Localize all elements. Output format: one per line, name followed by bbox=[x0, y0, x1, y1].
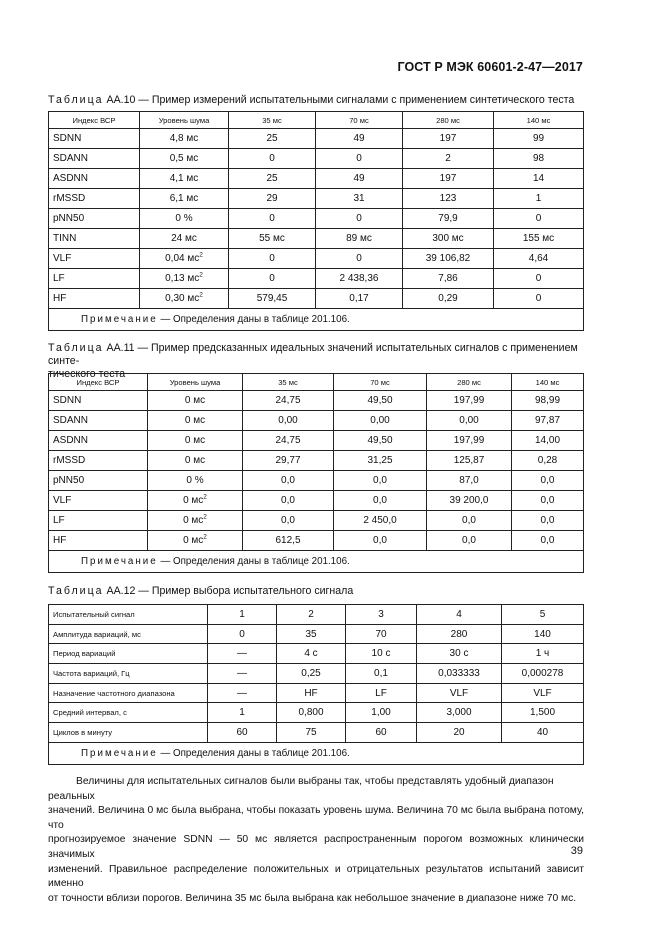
table-caption-aa10: Таблица АА.10 — Пример измерений испытательными сигналами с применением синтетического теста bbox=[48, 94, 575, 106]
table-cell: 24,75 bbox=[243, 431, 334, 451]
table-cell: 0,0 bbox=[334, 491, 427, 511]
table-cell: Циклов в минуту bbox=[49, 723, 208, 743]
table-cell: 140 bbox=[502, 624, 584, 644]
table-cell: 24,75 bbox=[243, 391, 334, 411]
table-cell: 14 bbox=[494, 169, 584, 189]
table-cell: 140 мс bbox=[512, 374, 584, 391]
table-cell: 0,00 bbox=[334, 411, 427, 431]
standard-designation: ГОСТ Р МЭК 60601-2-47—2017 bbox=[397, 60, 583, 74]
table-cell: 0,0 bbox=[427, 511, 512, 531]
table-row bbox=[49, 683, 584, 703]
table-cell: 29,77 bbox=[243, 451, 334, 471]
table-cell: — bbox=[208, 683, 277, 703]
table-row bbox=[49, 391, 584, 411]
table-row bbox=[49, 149, 584, 169]
table-cell: 70 мс bbox=[316, 112, 403, 129]
table-cell: 123 bbox=[403, 189, 494, 209]
table-cell: rMSSD bbox=[49, 189, 140, 209]
table-aa10 bbox=[48, 111, 584, 331]
table-cell: LF bbox=[346, 683, 417, 703]
table-row bbox=[49, 129, 584, 149]
table-cell: Испытательный сигнал bbox=[49, 605, 208, 625]
table-cell: SDNN bbox=[49, 129, 140, 149]
table-row bbox=[49, 703, 584, 723]
table-cell: Частота вариаций, Гц bbox=[49, 664, 208, 684]
table-cell: 0 bbox=[229, 149, 316, 169]
table-cell: 0,0 bbox=[512, 471, 584, 491]
table-cell: HF bbox=[49, 531, 148, 551]
table-cell: 0,30 $мс^2$ bbox=[140, 289, 229, 309]
table-cell: 99 bbox=[494, 129, 584, 149]
table-cell: 0,25 bbox=[277, 664, 346, 684]
table-cell: 40 bbox=[502, 723, 584, 743]
table-cell: LF bbox=[49, 511, 148, 531]
table-cell: 14,00 bbox=[512, 431, 584, 451]
table-cell: 0,29 bbox=[403, 289, 494, 309]
table-cell: 35 мс bbox=[243, 374, 334, 391]
table-cell: 0,28 bbox=[512, 451, 584, 471]
table-cell: 4,64 bbox=[494, 249, 584, 269]
table-cell: 30 с bbox=[417, 644, 502, 664]
table-cell: 0 мс bbox=[148, 451, 243, 471]
table-cell: 70 мс bbox=[334, 374, 427, 391]
table-cell: Период вариаций bbox=[49, 644, 208, 664]
table-cell: Амплитуда вариаций, мс bbox=[49, 624, 208, 644]
table-cell: 60 bbox=[346, 723, 417, 743]
table-row bbox=[49, 531, 584, 551]
table-cell: 0 $мс^2$ bbox=[148, 491, 243, 511]
table-cell: 0,0 bbox=[243, 511, 334, 531]
table-cell: 0 bbox=[494, 269, 584, 289]
table-cell: 75 bbox=[277, 723, 346, 743]
table-cell: 0 bbox=[208, 624, 277, 644]
table-cell: VLF bbox=[502, 683, 584, 703]
table-cell: 0 мс bbox=[148, 411, 243, 431]
table-cell: 1,00 bbox=[346, 703, 417, 723]
table-cell: 1 bbox=[208, 605, 277, 625]
table-cell: SDANN bbox=[49, 411, 148, 431]
table-row bbox=[49, 511, 584, 531]
table-row bbox=[49, 491, 584, 511]
table-cell: 0 bbox=[316, 149, 403, 169]
table-row bbox=[49, 431, 584, 451]
table-cell: 31,25 bbox=[334, 451, 427, 471]
table-cell: 4 bbox=[417, 605, 502, 625]
table-cell: 0 bbox=[316, 209, 403, 229]
table-cell: 2 bbox=[403, 149, 494, 169]
table-cell: pNN50 bbox=[49, 209, 140, 229]
body-paragraph: Величины для испытательных сигналов были выбраны так, чтобы представлять удобный диапазон реальных значений. Величина 0 мс была выбрана, чтобы показать уровень шума. Величина 70 мс была выбрана потому, что прогнозируемое значение SDNN — 50 мс является распространенным порогом возможных клинически значимых изменений. Правильное распределение положительных и отрицательных результатов испытаний зависит именно от точности вблизи порогов. Величина 35 мс была выбрана как небольшое значение в диапазоне ниже 70 мс. bbox=[48, 776, 584, 904]
table-row bbox=[49, 229, 584, 249]
table-cell: 0,0 bbox=[427, 531, 512, 551]
table-cell: 49,50 bbox=[334, 431, 427, 451]
table-cell: 0,13 $мс^2$ bbox=[140, 269, 229, 289]
table-cell: 0,1 bbox=[346, 664, 417, 684]
table-cell: 579,45 bbox=[229, 289, 316, 309]
table-cell: 35 мс bbox=[229, 112, 316, 129]
table-cell: 0,0 bbox=[334, 531, 427, 551]
table-cell: 125,87 bbox=[427, 451, 512, 471]
table-row bbox=[49, 189, 584, 209]
table-cell: 0,0 bbox=[512, 511, 584, 531]
table-cell: 0 bbox=[494, 209, 584, 229]
table-aa11 bbox=[48, 373, 584, 573]
table-cell: pNN50 bbox=[49, 471, 148, 491]
table-cell: 2 450,0 bbox=[334, 511, 427, 531]
table-cell: 0 $мс^2$ bbox=[148, 531, 243, 551]
table-cell: TINN bbox=[49, 229, 140, 249]
table-cell: 0,0 bbox=[334, 471, 427, 491]
table-row bbox=[49, 624, 584, 644]
table-cell: 280 bbox=[417, 624, 502, 644]
table-cell: 197,99 bbox=[427, 391, 512, 411]
table-cell: 612,5 bbox=[243, 531, 334, 551]
table-cell: 4,1 мс bbox=[140, 169, 229, 189]
table-cell: VLF bbox=[417, 683, 502, 703]
table-cell: LF bbox=[49, 269, 140, 289]
table-cell: 5 bbox=[502, 605, 584, 625]
table-cell: 2 bbox=[277, 605, 346, 625]
table-cell: ASDNN bbox=[49, 431, 148, 451]
table-cell: 0 bbox=[229, 249, 316, 269]
table-row bbox=[49, 209, 584, 229]
table-cell: Уровень шума bbox=[148, 374, 243, 391]
table-cell: 280 мс bbox=[403, 112, 494, 129]
table-cell: 7,86 bbox=[403, 269, 494, 289]
table-cell: 97,87 bbox=[512, 411, 584, 431]
table-cell: rMSSD bbox=[49, 451, 148, 471]
table-cell: VLF bbox=[49, 491, 148, 511]
table-cell: 0,0 bbox=[243, 471, 334, 491]
table-row bbox=[49, 169, 584, 189]
table-note: Примечание — Определения даны в таблице 201.106. bbox=[49, 742, 584, 764]
table-cell: 0 $мс^2$ bbox=[148, 511, 243, 531]
table-cell: 2 438,36 bbox=[316, 269, 403, 289]
table-cell: 0 % bbox=[140, 209, 229, 229]
table-row bbox=[49, 605, 584, 625]
table-cell: 1 ч bbox=[502, 644, 584, 664]
table-cell: 0,00 bbox=[243, 411, 334, 431]
table-cell: 0,033333 bbox=[417, 664, 502, 684]
table-cell: 0,800 bbox=[277, 703, 346, 723]
table-cell: 6,1 мс bbox=[140, 189, 229, 209]
table-cell: Индекс ВСР bbox=[49, 112, 140, 129]
table-cell: 70 bbox=[346, 624, 417, 644]
table-cell: ASDNN bbox=[49, 169, 140, 189]
table-cell: 20 bbox=[417, 723, 502, 743]
table-cell: 0 % bbox=[148, 471, 243, 491]
table-cell: 197 bbox=[403, 169, 494, 189]
table-cell: 300 мс bbox=[403, 229, 494, 249]
table-cell: Индекс ВСР bbox=[49, 374, 148, 391]
table-cell: 0 мс bbox=[148, 391, 243, 411]
page-number: 39 bbox=[570, 845, 583, 857]
table-cell: 0,04 $мс^2$ bbox=[140, 249, 229, 269]
table-cell: 197,99 bbox=[427, 431, 512, 451]
table-cell: — bbox=[208, 664, 277, 684]
table-cell: — bbox=[208, 644, 277, 664]
table-cell: HF bbox=[277, 683, 346, 703]
table-cell: 49,50 bbox=[334, 391, 427, 411]
table-cell: 0 bbox=[316, 249, 403, 269]
table-row bbox=[49, 451, 584, 471]
table-cell: 0 bbox=[229, 269, 316, 289]
table-cell: 3,000 bbox=[417, 703, 502, 723]
table-cell: 140 мс bbox=[494, 112, 584, 129]
table-cell: 35 bbox=[277, 624, 346, 644]
table-cell: 55 мс bbox=[229, 229, 316, 249]
table-cell: SDANN bbox=[49, 149, 140, 169]
table-cell: 1,500 bbox=[502, 703, 584, 723]
table-cell: Уровень шума bbox=[140, 112, 229, 129]
table-row bbox=[49, 644, 584, 664]
table-row bbox=[49, 249, 584, 269]
table-cell: 0,0 bbox=[512, 531, 584, 551]
table-cell: 0 bbox=[229, 209, 316, 229]
table-cell: 0,0 bbox=[512, 491, 584, 511]
table-cell: 24 мс bbox=[140, 229, 229, 249]
table-row bbox=[49, 269, 584, 289]
table-row bbox=[49, 664, 584, 684]
table-row bbox=[49, 471, 584, 491]
table-cell: 197 bbox=[403, 129, 494, 149]
table-cell: 0,17 bbox=[316, 289, 403, 309]
table-cell: 10 с bbox=[346, 644, 417, 664]
table-row bbox=[49, 723, 584, 743]
table-cell: 0 bbox=[494, 289, 584, 309]
table-aa12 bbox=[48, 604, 584, 765]
table-cell: 39 200,0 bbox=[427, 491, 512, 511]
table-note: Примечание — Определения даны в таблице 201.106. bbox=[49, 309, 584, 331]
table-cell: 39 106,82 bbox=[403, 249, 494, 269]
table-cell: Средний интервал, с bbox=[49, 703, 208, 723]
table-cell: 4 с bbox=[277, 644, 346, 664]
table-cell: SDNN bbox=[49, 391, 148, 411]
table-cell: 0 мс bbox=[148, 431, 243, 451]
table-cell: 98,99 bbox=[512, 391, 584, 411]
table-caption-aa11: Таблица АА.11 — Пример предсказанных идеальных значений испытательных сигналов с применением синте- тического теста bbox=[48, 342, 578, 380]
table-cell: 87,0 bbox=[427, 471, 512, 491]
table-cell: 1 bbox=[208, 703, 277, 723]
table-row bbox=[49, 289, 584, 309]
table-row bbox=[49, 411, 584, 431]
table-cell: 280 мс bbox=[427, 374, 512, 391]
table-cell: 0,00 bbox=[427, 411, 512, 431]
table-cell: 155 мс bbox=[494, 229, 584, 249]
table-cell: 49 bbox=[316, 129, 403, 149]
table-cell: 89 мс bbox=[316, 229, 403, 249]
table-cell: 3 bbox=[346, 605, 417, 625]
table-cell: 25 bbox=[229, 169, 316, 189]
table-cell: 0,0 bbox=[243, 491, 334, 511]
table-cell: HF bbox=[49, 289, 140, 309]
table-cell: 25 bbox=[229, 129, 316, 149]
table-cell: 4,8 мс bbox=[140, 129, 229, 149]
table-cell: 31 bbox=[316, 189, 403, 209]
table-cell: 29 bbox=[229, 189, 316, 209]
table-caption-aa12: Таблица АА.12 — Пример выбора испытательного сигнала bbox=[48, 585, 354, 597]
table-cell: 49 bbox=[316, 169, 403, 189]
table-cell: 0,5 мс bbox=[140, 149, 229, 169]
table-cell: Назначение частотного диапазона bbox=[49, 683, 208, 703]
table-cell: 0,000278 bbox=[502, 664, 584, 684]
table-note: Примечание — Определения даны в таблице 201.106. bbox=[49, 551, 584, 573]
table-cell: VLF bbox=[49, 249, 140, 269]
table-cell: 60 bbox=[208, 723, 277, 743]
table-cell: 1 bbox=[494, 189, 584, 209]
table-cell: 79,9 bbox=[403, 209, 494, 229]
table-cell: 98 bbox=[494, 149, 584, 169]
